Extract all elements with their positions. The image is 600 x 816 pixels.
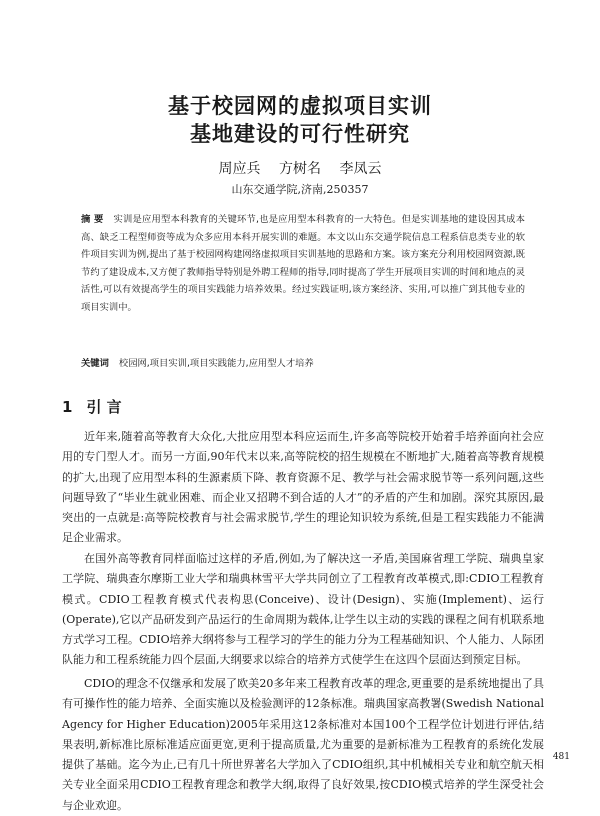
abstract (81, 211, 525, 317)
keywords-label: 关键词 (81, 358, 109, 369)
section-heading (62, 396, 122, 417)
title-line-1: 基于校园网的虚拟项目实训 (168, 94, 432, 118)
keywords-text: 校园网,项目实训,项目实践能力,应用型人才培养 (118, 358, 314, 369)
paragraph-3: CDIO的理念不仅继承和发展了欧美20多年来工程教育改革的理念,更重要的是系统地提出了具有可操作性的能力培养、全面实施以及检验测评的12条标准。瑞典国家高教署(Swedish National Agency for Higher Education)2005年采用这12条标准对本国100个工程学位计划进行评估,结果表明,新标准比原标准适应面更宽,更利于提高质量,尤为重要的是新标准为工程教育的系统化发展提供了基础。迄今为止,已有几十所世界著名大学加入了CDIO组织,其中机械相关专业和航空航天相关专业全面采用CDIO工程教育理念和教学大纲,取得了良好效果,按CDIO模式培养的学生深受社会与企业欢迎。 (62, 677, 544, 812)
affiliation: 山东交通学院,济南,250357 (231, 183, 369, 196)
paragraph-2: 在国外高等教育同样面临过这样的矛盾,例如,为了解决这一矛盾,美国麻省理工学院、瑞典皇家工学院、瑞典查尔摩斯工业大学和瑞典林雪平大学共同创立了工程教育改革模式,即:CDIO工程教育模式。CDIO工程教育模式代表构思(Conceive)、设计(Design)、实施(Implement)、运行(Operate),它以产品研发到产品运行的生命周期为载体,让学生以主动的实践的课程之间有机联系地方式学习工程。CDIO培养大纲将参与工程学习的学生的能力分为工程基础知识、个人能力、人际团队能力和工程系统能力四个层面,大纲要求以综合的培养方式使学生在这四个层面达到预定目标。 (62, 552, 544, 667)
page-number: 481 (552, 752, 570, 762)
keywords (81, 356, 525, 372)
paragraph-1: 近年来,随着高等教育大众化,大批应用型本科应运而生,许多高等院校开始着手培养面向社会应用的专门型人才。而另一方面,90年代末以来,高等院校的招生规模在不断地扩大,随着高等教育规模的扩大,出现了应用型本科的生源素质下降、教育资源不足、教学与社会需求脱节等一系列问题,这些问题导致了“毕业生就业困难、而企业又招聘不到合适的人才”的矛盾的产生和加剧。深究其原因,最突出的一点就是:高等院校教育与社会需求脱节,学生的理论知识较为系统,但是工程实践能力不能满足企业需求。 (62, 430, 544, 545)
section-title: 引 言 (86, 398, 122, 416)
authors: 周应兵 方树名 李凤云 (218, 161, 382, 177)
abstract-text: 实训是应用型本科教育的关键环节,也是应用型本科教育的一大特色。但是实训基地的建设因其成本高、缺乏工程型师资等成为众多应用本科开展实训的难题。本文以山东交通学院信息工程系信息类专业的软件项目实训为例,提出了基于校园网构建网络虚拟项目实训基地的思路和方案。该方案充分利用校园网资源,既节约了建设成本,又方便了教师指导特别是外聘工程师的指导,同时提高了学生开展项目实训的时间和地点的灵活性,可以有效提高学生的项目实践能力培养效果。经过实践证明,该方案经济、实用,可以推广到其他专业的项目实训中。 (81, 214, 525, 313)
title-line-2: 基地建设的可行性研究 (190, 122, 410, 146)
abstract-label: 摘 要 (81, 214, 104, 225)
section-number: 1 (62, 398, 73, 416)
